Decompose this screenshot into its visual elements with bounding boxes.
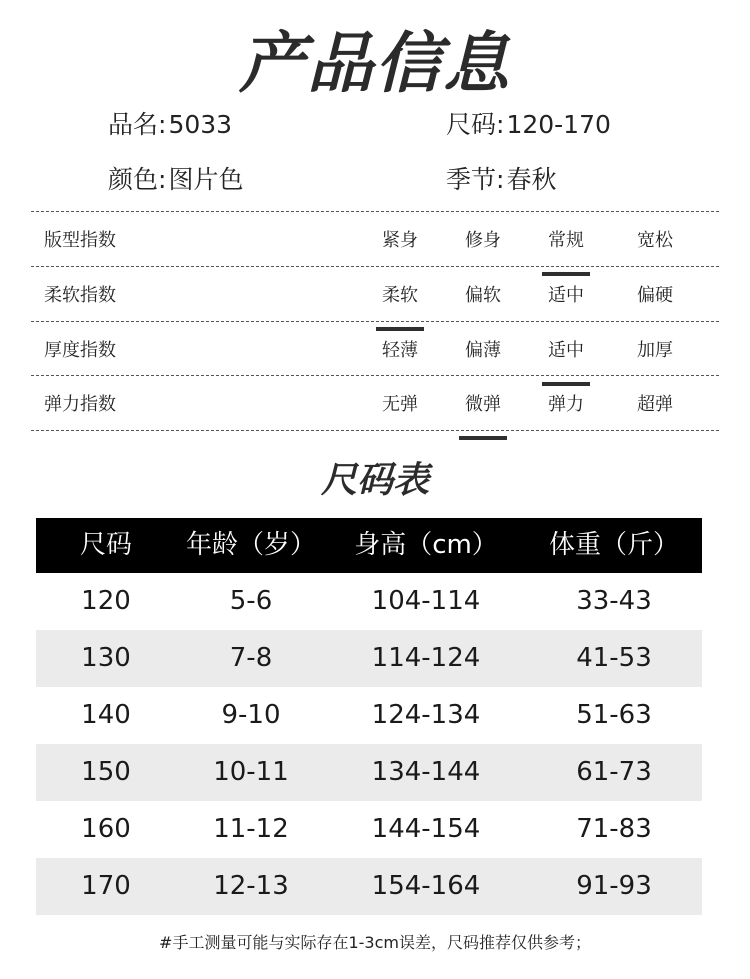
season-label: 季节: <box>446 165 505 194</box>
index-option <box>360 226 440 252</box>
index-row <box>0 267 750 321</box>
index-option-label: 加厚 <box>637 340 673 361</box>
index-option <box>526 336 606 376</box>
cell-height: 144-154 <box>371 814 481 844</box>
index-option <box>443 226 523 252</box>
cell-age: 9-10 <box>221 700 281 730</box>
index-option <box>615 390 695 416</box>
cell-size: 170 <box>81 871 131 901</box>
cell-size: 140 <box>81 700 131 730</box>
index-option-label: 超弹 <box>637 394 673 415</box>
index-option-label: 适中 <box>548 285 584 306</box>
index-option-label: 偏硬 <box>637 285 673 306</box>
page-title: 产品信息 <box>239 25 511 102</box>
index-option <box>615 226 695 252</box>
index-option-label: 无弹 <box>382 394 418 415</box>
product-name-value: 5033 <box>168 110 233 139</box>
cell-weight: 41-53 <box>576 643 652 673</box>
cell-weight: 71-83 <box>576 814 652 844</box>
cell-weight: 51-63 <box>576 700 652 730</box>
index-name: 厚度指数 <box>44 340 116 361</box>
cell-height: 124-134 <box>371 700 481 730</box>
index-option <box>443 390 523 430</box>
index-option-label: 修身 <box>465 230 501 251</box>
size-table-header <box>36 518 702 573</box>
color-label: 颜色: <box>108 165 167 194</box>
size-range-label: 尺码: <box>446 110 505 139</box>
table-row <box>36 744 702 801</box>
index-option <box>526 226 606 266</box>
table-row <box>36 573 702 630</box>
cell-size: 160 <box>81 814 131 844</box>
cell-age: 11-12 <box>213 814 289 844</box>
product-name-info <box>108 105 232 141</box>
cell-age: 5-6 <box>229 586 273 616</box>
selected-indicator <box>459 436 507 440</box>
cell-weight: 61-73 <box>576 757 652 787</box>
index-option <box>443 281 523 307</box>
product-name-label: 品名: <box>108 110 167 139</box>
color-info <box>108 160 243 196</box>
index-name: 柔软指数 <box>44 285 116 306</box>
color-value: 图片色 <box>168 165 244 194</box>
index-option <box>615 336 695 362</box>
index-option-label: 柔软 <box>382 285 418 306</box>
header-age: 年龄（岁） <box>185 530 316 560</box>
cell-weight: 33-43 <box>576 586 652 616</box>
index-row <box>0 212 750 266</box>
table-row <box>36 801 702 858</box>
index-option <box>360 336 440 362</box>
cell-height: 134-144 <box>371 757 481 787</box>
index-option-label: 偏薄 <box>465 340 501 361</box>
index-row <box>0 322 750 376</box>
index-option-label: 微弹 <box>465 394 501 415</box>
size-range-value: 120-170 <box>506 110 611 139</box>
index-option <box>526 390 606 416</box>
index-option <box>360 281 440 321</box>
index-option-label: 弹力 <box>548 394 584 415</box>
season-info <box>446 160 556 196</box>
index-option <box>615 281 695 307</box>
cell-age: 12-13 <box>213 871 289 901</box>
header-height: 身高（cm） <box>354 530 498 560</box>
cell-height: 114-124 <box>371 643 481 673</box>
season-value: 春秋 <box>506 165 557 194</box>
index-option <box>443 336 523 362</box>
cell-size: 150 <box>81 757 131 787</box>
cell-size: 130 <box>81 643 131 673</box>
cell-height: 154-164 <box>371 871 481 901</box>
cell-size: 120 <box>81 586 131 616</box>
header-size: 尺码 <box>79 530 132 560</box>
size-chart-title: 尺码表 <box>320 460 429 501</box>
cell-age: 10-11 <box>213 757 289 787</box>
header-weight: 体重（斤） <box>548 530 679 560</box>
size-range-info <box>446 105 611 141</box>
size-table-body <box>36 573 702 915</box>
table-row <box>36 858 702 915</box>
index-option-label: 紧身 <box>382 230 418 251</box>
size-table <box>36 518 702 915</box>
index-option <box>360 390 440 416</box>
table-row <box>36 687 702 744</box>
index-option-label: 适中 <box>548 340 584 361</box>
cell-age: 7-8 <box>229 643 273 673</box>
table-row <box>36 630 702 687</box>
index-option-label: 偏软 <box>465 285 501 306</box>
divider <box>31 430 719 431</box>
index-option-label: 宽松 <box>637 230 673 251</box>
index-option-label: 常规 <box>548 230 584 251</box>
index-option-label: 轻薄 <box>382 340 418 361</box>
cell-weight: 91-93 <box>576 871 652 901</box>
cell-height: 104-114 <box>371 586 481 616</box>
index-option <box>526 281 606 307</box>
index-name: 版型指数 <box>44 230 116 251</box>
index-row <box>0 376 750 430</box>
index-name: 弹力指数 <box>44 394 116 415</box>
measurement-footnote: #手工测量可能与实际存在1-3cm误差，尺码推荐仅供参考； <box>159 933 591 952</box>
